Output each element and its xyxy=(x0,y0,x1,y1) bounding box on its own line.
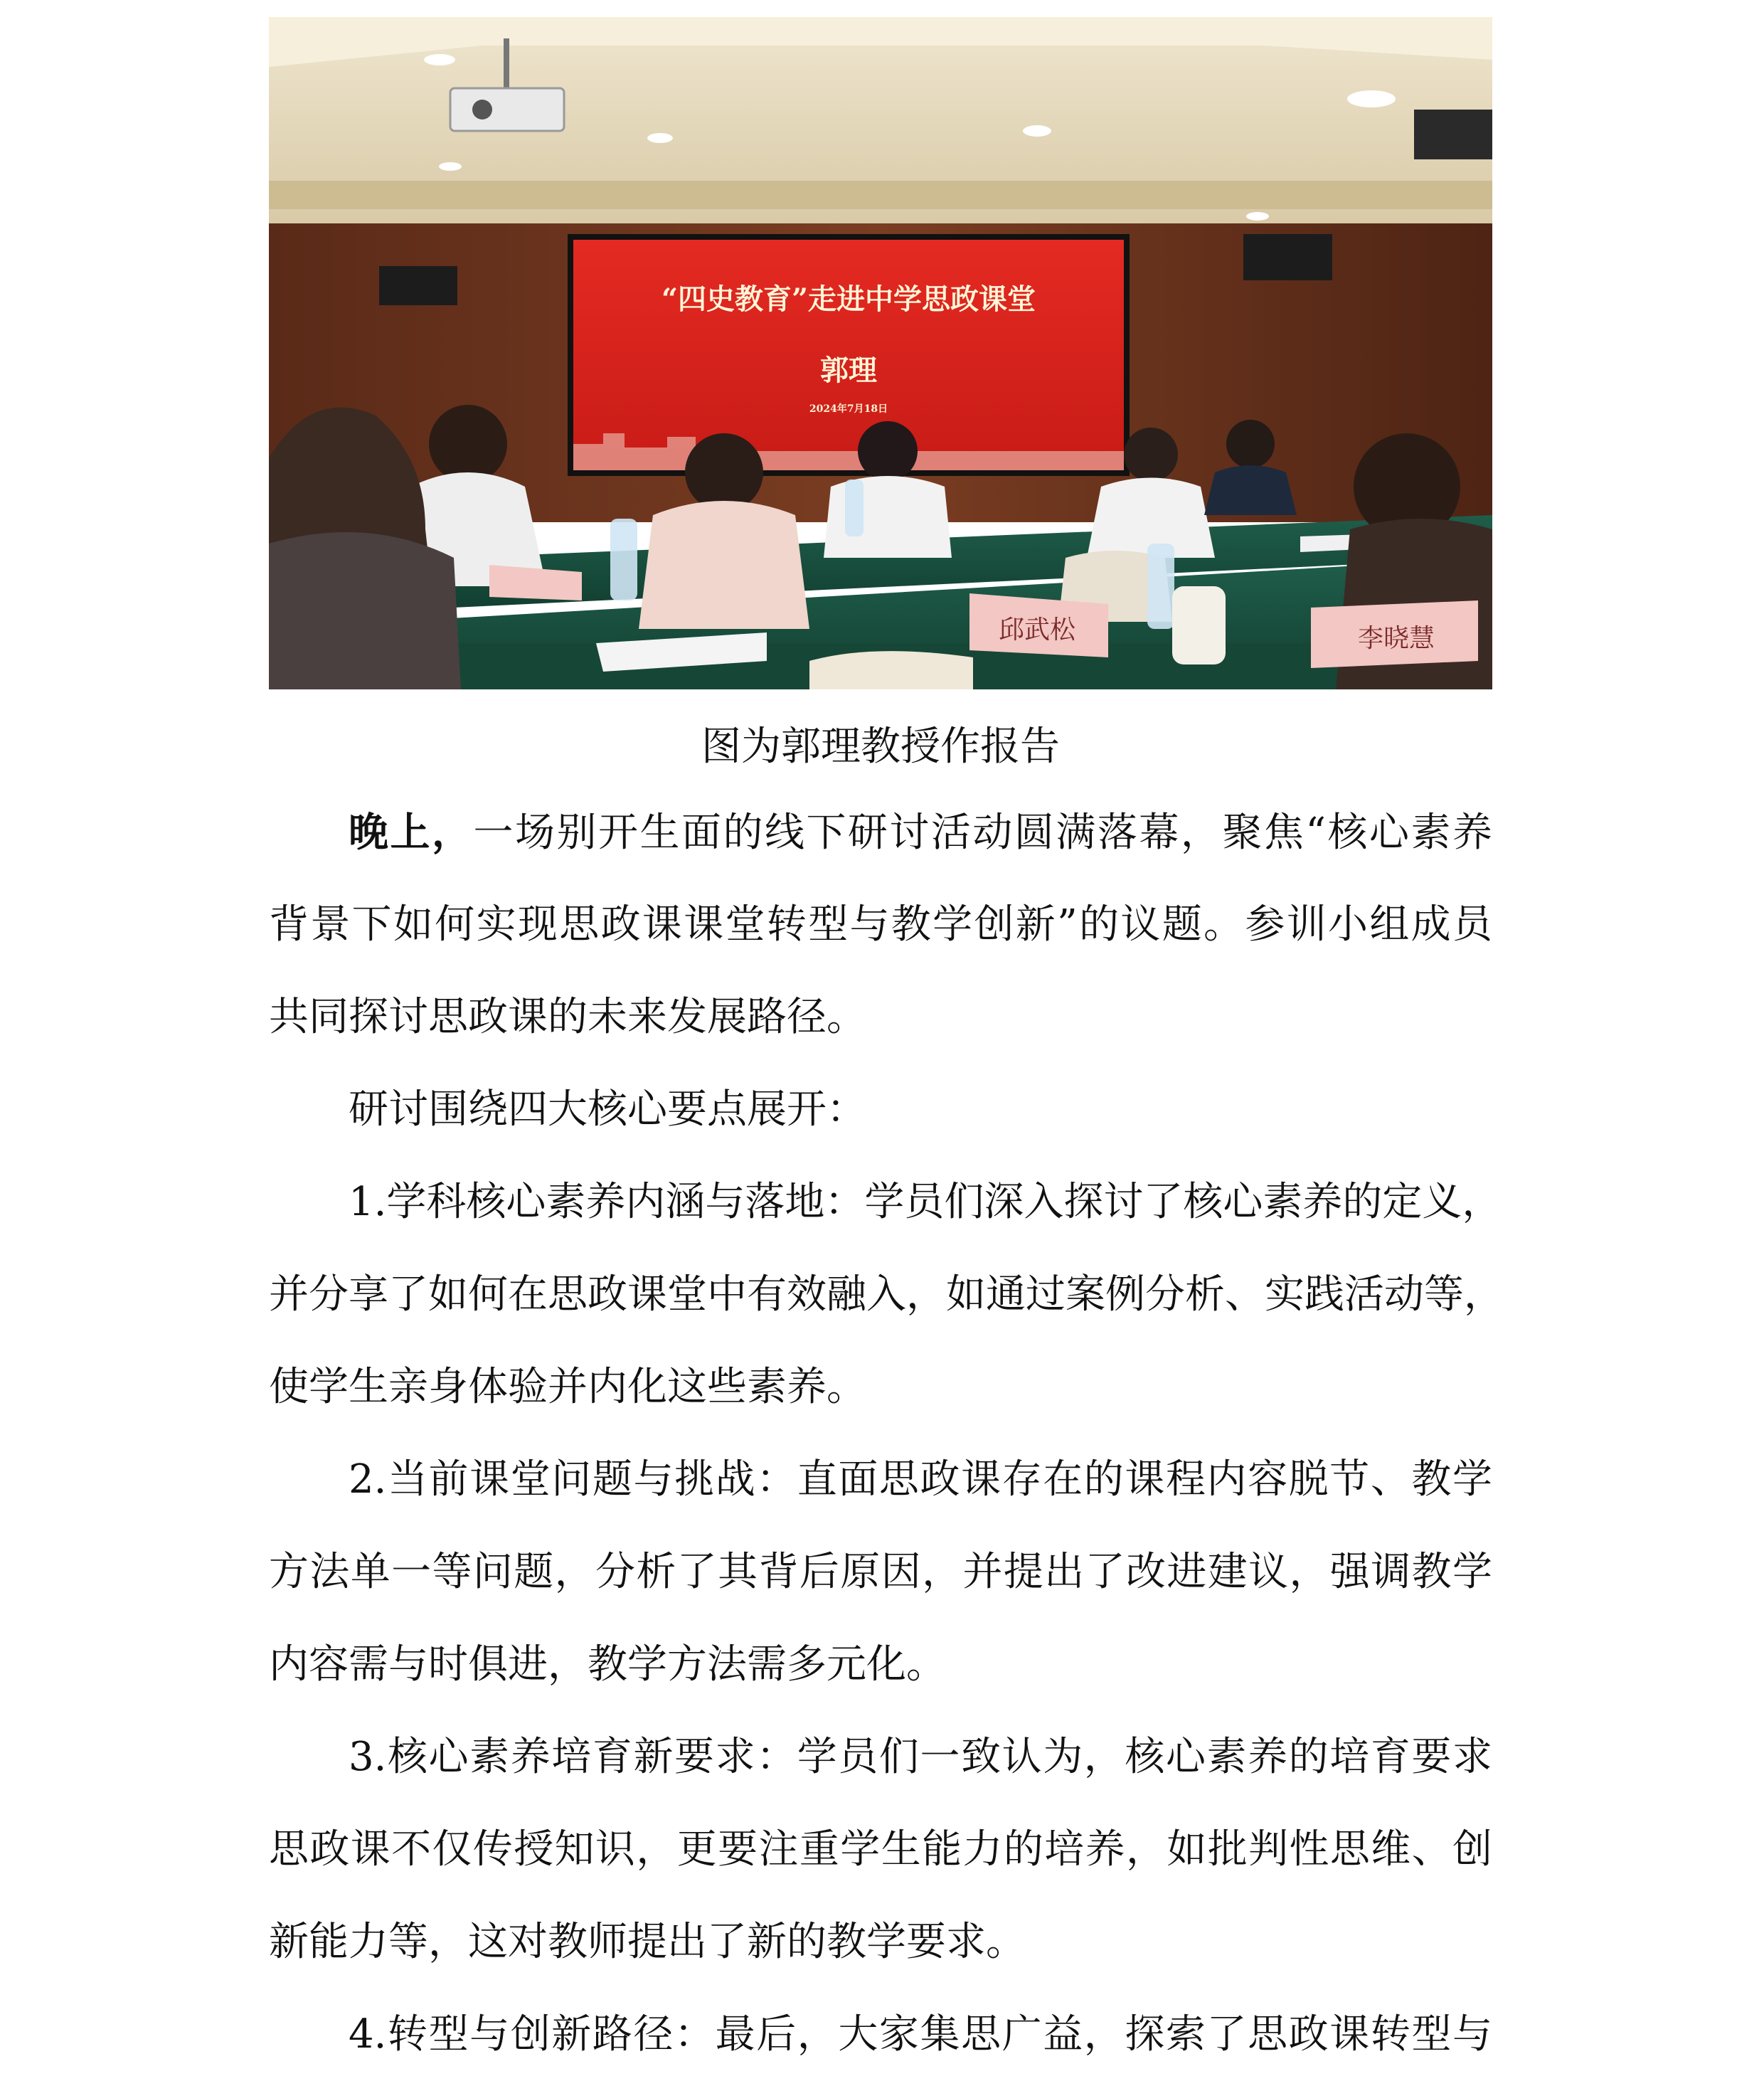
paragraph-5-line-3: 新能力等，这对教师提出了新的教学要求。 xyxy=(269,1919,1026,1965)
paragraph-1-line-1: 晚上，一场别开生面的线下研讨活动圆满落幕，聚焦“核心素养 xyxy=(349,809,1492,856)
paragraph-4-line-2: 方法单一等问题，分析了其背后原因，并提出了改进建议，强调教学 xyxy=(269,1549,1492,1595)
paragraph-2-line-1: 研讨围绕四大核心要点展开： xyxy=(349,1086,866,1133)
lecture-scene-illustration xyxy=(269,17,1492,689)
paragraph-4-line-3: 内容需与时俱进，教学方法需多元化。 xyxy=(269,1641,946,1688)
lecture-photo xyxy=(269,17,1492,689)
paragraph-6-line-1: 4.转型与创新路径：最后，大家集思广益，探索了思政课转型与 xyxy=(349,2011,1492,2058)
paragraph-4-line-1: 2.当前课堂问题与挑战：直面思政课存在的课程内容脱节、教学 xyxy=(349,1456,1492,1503)
name-card-left: 邱武松 xyxy=(998,615,1076,645)
paragraph-1-line-3: 共同探讨思政课的未来发展路径。 xyxy=(269,994,866,1040)
paragraph-3-line-1: 1.学科核心素养内涵与落地：学员们深入探讨了核心素养的定义， xyxy=(349,1179,1502,1225)
paragraph-3-line-2: 并分享了如何在思政课堂中有效融入，如通过案例分析、实践活动等， xyxy=(269,1271,1504,1318)
name-card-right: 李晓慧 xyxy=(1357,624,1435,653)
paragraph-5-line-1: 3.核心素养培育新要求：学员们一致认为，核心素养的培育要求 xyxy=(349,1734,1492,1780)
paragraph-1-line-2: 背景下如何实现思政课课堂转型与教学创新”的议题。参训小组成员 xyxy=(269,901,1492,948)
screen-speaker: 郭理 xyxy=(820,354,877,387)
paragraph-3-line-3: 使学生亲身体验并内化这些素养。 xyxy=(269,1364,866,1410)
photo-caption: 图为郭理教授作报告 xyxy=(701,724,1060,770)
paragraph-1-lead: 晚上， xyxy=(349,809,474,856)
paragraph-5-line-2: 思政课不仅传授知识，更要注重学生能力的培养，如批判性思维、创 xyxy=(269,1826,1492,1873)
screen-title: “四史教育”走进中学思政课堂 xyxy=(661,282,1036,316)
screen-date: 2024年7月18日 xyxy=(809,403,888,415)
